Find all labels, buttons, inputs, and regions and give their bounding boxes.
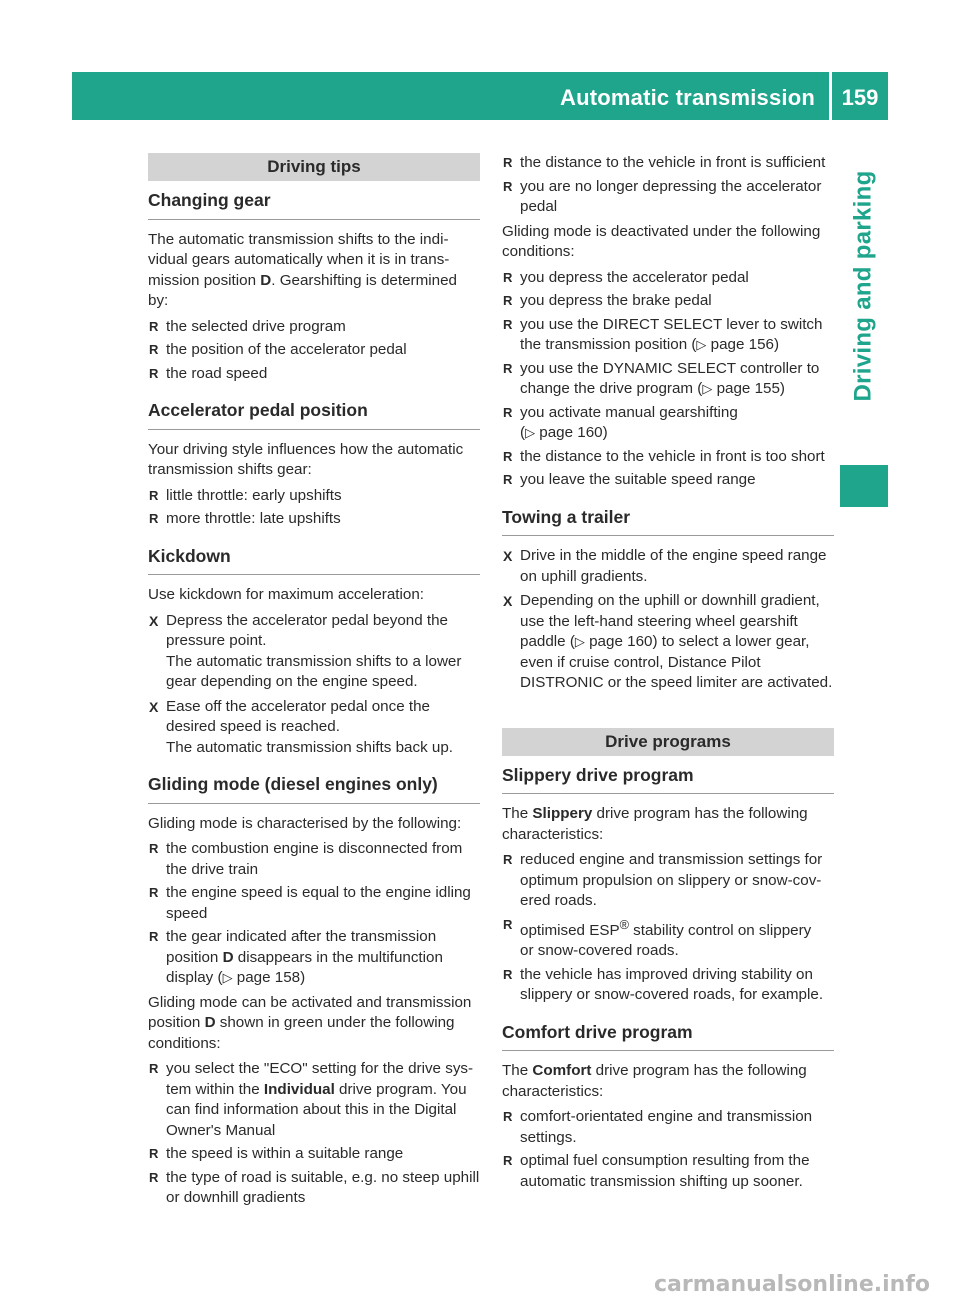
list-item <box>502 965 834 1006</box>
page-title: Automatic transmission <box>559 85 815 110</box>
text-line: characteristics: <box>502 825 604 843</box>
bold-text: Comfort <box>532 1062 592 1080</box>
list-item-text: you depress the brake pedal <box>520 292 712 309</box>
bullet-icon: R <box>503 360 513 376</box>
text-line: or downhill gradients <box>166 1189 306 1206</box>
text-line: the transmission position ( <box>520 336 697 353</box>
text-line: you use the DIRECT SELECT lever to switch <box>520 315 823 333</box>
list-item <box>502 359 834 400</box>
text-line: conditions: <box>148 1034 221 1052</box>
text-line: The <box>502 805 533 822</box>
list-item <box>502 915 834 962</box>
text-line: Ease off the accelerator pedal once the <box>166 697 430 715</box>
bold-text: Slippery <box>532 805 593 822</box>
step-item <box>502 591 834 694</box>
list-item <box>502 268 834 289</box>
page-ref-link[interactable]: page 155) <box>712 380 785 397</box>
paragraph <box>502 804 834 845</box>
list-item <box>148 1144 480 1165</box>
text-line: drive program has the following <box>591 1062 807 1080</box>
list-item-text: the selected drive program <box>166 317 346 335</box>
heading-slippery-drive-program: Slippery drive program <box>502 765 834 795</box>
list-item <box>148 317 480 338</box>
text-line: reduced engine and transmission settings for <box>520 851 823 868</box>
list-item <box>148 340 480 361</box>
text-line: slippery or snow-covered roads, for example. <box>520 986 824 1004</box>
text-line: the combustion engine is disconnected from <box>166 840 463 857</box>
bullet-icon: R <box>149 1061 159 1076</box>
list-item <box>502 470 834 491</box>
bullet-icon: R <box>149 929 159 944</box>
bullet-icon: R <box>503 448 513 464</box>
text-line: Drive in the middle of the engine speed range <box>520 547 827 564</box>
text-line: Gliding mode is deactivated under the following <box>502 222 821 240</box>
bullet-icon: R <box>503 852 513 867</box>
text-line: the vehicle has improved driving stability on <box>520 965 813 983</box>
list <box>502 1107 834 1192</box>
list-item <box>502 315 834 356</box>
heading-towing-a-trailer: Towing a trailer <box>502 507 834 537</box>
list-item <box>502 1151 834 1192</box>
text-line: transmission shifts gear: <box>148 461 312 478</box>
text-line: pedal <box>520 198 558 215</box>
text-line: by: <box>148 292 169 309</box>
paragraph <box>502 222 834 263</box>
side-tab-marker <box>840 465 888 507</box>
list-item <box>148 1059 480 1141</box>
list-item <box>148 883 480 924</box>
bullet-icon: R <box>149 841 159 856</box>
bullet-icon: R <box>503 472 513 487</box>
text-line: use the left-hand steering wheel gearshift <box>520 612 798 630</box>
step-arrow-icon: X <box>503 548 513 564</box>
text-line: you activate manual gearshifting <box>520 403 738 421</box>
page-ref-icon: ▷ <box>222 970 233 985</box>
list <box>502 153 834 218</box>
side-tab <box>840 120 888 452</box>
bullet-icon: R <box>149 365 159 381</box>
bullet-icon: R <box>503 293 513 308</box>
heading-comfort-drive-program: Comfort drive program <box>502 1022 834 1052</box>
side-tab-label: Driving and parking <box>850 170 878 402</box>
text-line: settings. <box>520 1128 577 1146</box>
bullet-icon: R <box>503 1109 513 1125</box>
text-line: pressure point. <box>166 632 267 649</box>
paragraph <box>148 230 480 312</box>
heading-changing-gear: Changing gear <box>148 190 480 220</box>
list <box>502 850 834 1006</box>
list-item <box>502 447 834 468</box>
page-ref-icon: ▷ <box>696 337 707 352</box>
bullet-icon: R <box>503 316 513 332</box>
list-item <box>148 509 480 530</box>
text-line: automatic transmission shifting up sooner. <box>520 1172 803 1190</box>
list-item <box>502 403 834 444</box>
step-arrow-icon: X <box>503 593 513 609</box>
page-ref-icon: ▷ <box>525 425 536 440</box>
text-line: paddle ( <box>520 633 575 650</box>
text-line: The automatic transmission shifts to the indi- <box>148 230 449 248</box>
bold-text: D <box>260 271 272 289</box>
text-line: gear depending on the engine speed. <box>166 673 418 690</box>
bullet-icon: R <box>503 966 513 982</box>
text-line: position <box>166 948 223 966</box>
paragraph: Use kickdown for maximum acceleration: <box>148 586 425 603</box>
bullet-icon: R <box>503 1153 513 1169</box>
bullet-icon: R <box>503 404 513 420</box>
text-line: display ( <box>166 969 223 986</box>
text-line: disappears in the multifunction <box>233 948 443 966</box>
text-line: optimal fuel consumption resulting from the <box>520 1152 810 1170</box>
list-item <box>502 850 834 912</box>
list-item-text: the distance to the vehicle in front is too short <box>520 447 825 465</box>
list-item-text: the road speed <box>166 364 268 382</box>
list-item <box>148 927 480 989</box>
step-item <box>148 611 480 693</box>
text-line: position <box>148 1014 205 1031</box>
list <box>502 268 834 491</box>
bold-text: Individual <box>263 1080 335 1098</box>
bullet-icon: R <box>149 1146 159 1161</box>
heading-accelerator-pedal-position: Accelerator pedal position <box>148 400 480 430</box>
text-line: optimised ESP <box>520 921 620 939</box>
text-line: Depress the accelerator pedal beyond the <box>166 611 448 629</box>
heading-gliding-mode: Gliding mode (diesel engines only) <box>148 774 480 804</box>
text-line: the type of road is suitable, e.g. no steep uphill <box>166 1168 480 1186</box>
page-ref-link[interactable]: page 158) <box>232 969 306 986</box>
text-line: even if cruise control, Distance Pilot <box>520 653 761 671</box>
bullet-icon: R <box>503 155 513 170</box>
section-title-drive-programs: Drive programs <box>502 728 834 756</box>
text-line: stability control on slippery <box>628 921 812 939</box>
bullet-icon: R <box>503 916 513 932</box>
page-ref-link[interactable]: page 156) <box>706 336 780 353</box>
text-line: the engine speed is equal to the engine idling <box>166 884 471 901</box>
text-line: characteristics: <box>502 1082 604 1100</box>
text-line: ( <box>520 424 526 441</box>
text-line: the drive train <box>166 860 259 878</box>
page-number: 159 <box>841 85 879 110</box>
page-ref-icon: ▷ <box>702 381 713 396</box>
list-item <box>148 1168 480 1209</box>
text-line: desired speed is reached. <box>166 718 340 735</box>
list-item <box>502 153 834 174</box>
list-item-text: the distance to the vehicle in front is sufficient <box>520 154 826 171</box>
list-item <box>502 291 834 312</box>
text-line: ered roads. <box>520 892 597 909</box>
list <box>148 839 480 989</box>
text-line: can find information about this in the Digital <box>166 1101 457 1118</box>
bullet-icon: R <box>503 178 513 194</box>
watermark: carmanualsonline.info <box>654 1272 930 1297</box>
text-line: change the drive program ( <box>520 380 703 397</box>
list-item-text: little throttle: early upshifts <box>166 486 342 504</box>
text-line: Depending on the uphill or downhill gradient, <box>520 592 820 609</box>
list-item-text: you depress the accelerator pedal <box>520 268 749 286</box>
text-line: The <box>502 1062 533 1080</box>
page-ref-link[interactable]: page 160) to select a lower gear, <box>584 633 810 650</box>
section-title-driving-tips: Driving tips <box>148 153 480 181</box>
header-bar <box>72 72 888 120</box>
step-arrow-icon: X <box>149 698 159 715</box>
bullet-icon: R <box>503 269 513 285</box>
bullet-icon: R <box>149 318 159 334</box>
text-line: tem within the <box>166 1080 264 1098</box>
text-line: you use the DYNAMIC SELECT controller to <box>520 359 820 377</box>
text-line: DISTRONIC or the speed limiter are activated. <box>520 674 833 691</box>
text-line: shown in green under the following <box>215 1014 455 1031</box>
bold-text: D <box>204 1014 216 1031</box>
text-line: The automatic transmission shifts to a lower <box>166 652 462 670</box>
text-line: speed <box>166 904 208 922</box>
text-line: Gliding mode can be activated and transmission <box>148 993 472 1011</box>
text-line: The automatic transmission shifts back up. <box>166 738 453 756</box>
bullet-icon: R <box>149 885 159 900</box>
bullet-icon: R <box>149 487 159 503</box>
text-line: . Gearshifting is determined <box>271 271 457 289</box>
bullet-icon: R <box>149 342 159 357</box>
paragraph <box>148 993 480 1055</box>
list <box>148 1059 480 1209</box>
right-column <box>502 153 834 1196</box>
heading-kickdown: Kickdown <box>148 546 480 576</box>
text-line: optimum propulsion on slippery or snow-cov- <box>520 871 822 889</box>
text-line: or snow-covered roads. <box>520 942 679 960</box>
text-line: you select the "ECO" setting for the drive sys- <box>166 1060 474 1077</box>
bullet-icon: R <box>149 511 159 526</box>
text-line: vidual gears automatically when it is in trans- <box>148 251 450 268</box>
page-ref-icon: ▷ <box>574 634 585 649</box>
list-item <box>502 177 834 218</box>
paragraph <box>148 440 480 481</box>
page-ref-link[interactable]: page 160) <box>535 424 608 441</box>
text-line: drive program. You <box>334 1080 467 1098</box>
text-line: comfort-orientated engine and transmission <box>520 1108 813 1126</box>
list-item <box>148 839 480 880</box>
left-column <box>148 153 480 1213</box>
paragraph: Gliding mode is characterised by the following: <box>148 814 462 832</box>
text-line: mission position <box>148 271 261 289</box>
text-line: drive program has the following <box>592 805 808 822</box>
paragraph <box>502 1061 834 1102</box>
registered-mark: ® <box>619 917 629 932</box>
bullet-icon: R <box>149 1169 159 1185</box>
text-line: conditions: <box>502 243 575 260</box>
text-line: Your driving style influences how the automatic <box>148 440 464 458</box>
list-item <box>148 364 480 385</box>
step-item <box>148 697 480 759</box>
text-line: you are no longer depressing the accelerator <box>520 177 822 195</box>
text-line: the gear indicated after the transmission <box>166 928 437 945</box>
list-item <box>502 1107 834 1148</box>
list-item-text: the position of the accelerator pedal <box>166 341 407 358</box>
step-item <box>502 546 834 587</box>
list-item-text: you leave the suitable speed range <box>520 471 756 488</box>
list <box>148 486 480 530</box>
list-item-text: the speed is within a suitable range <box>166 1145 404 1162</box>
bold-text: D <box>222 948 234 966</box>
text-line: on uphill gradients. <box>520 567 648 585</box>
list <box>148 317 480 385</box>
list-item <box>148 486 480 507</box>
text-line: Owner's Manual <box>166 1121 276 1139</box>
step-arrow-icon: X <box>149 612 159 629</box>
list-item-text: more throttle: late upshifts <box>166 510 341 527</box>
